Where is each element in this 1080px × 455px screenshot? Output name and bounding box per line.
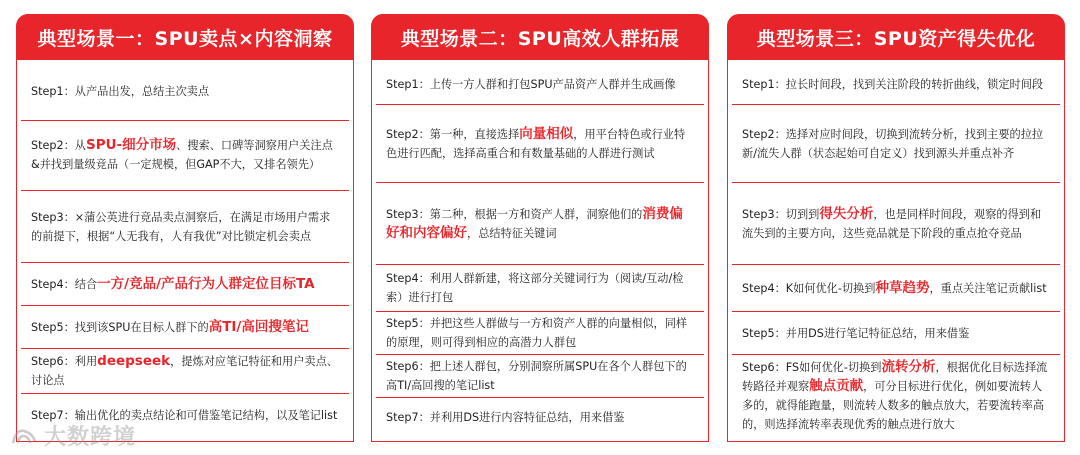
step-segment: Step3：×蒲公英进行竞品卖点洞察后，在满足市场用户需求的前提下，根据“人无我有，人有我优”对比锁定机会卖点: [31, 210, 331, 243]
step-text: [386, 75, 676, 94]
step-segment: ，提炼对应笔记特征和用户卖点、讨论点: [31, 355, 338, 388]
steps-list-1: [16, 60, 354, 442]
step-segment: Step6：利用: [31, 355, 98, 369]
step-item: [376, 183, 704, 265]
step-item: [732, 355, 1060, 437]
step-item: [21, 263, 349, 306]
watermark-text: 大数跨境: [44, 425, 137, 450]
step-segment: Step4：K如何优化-切换到: [742, 281, 876, 295]
step-text: [742, 358, 1050, 434]
logo-icon: [10, 425, 38, 447]
step-highlight: 一方/竞品/产品行为人群定位目标TA: [97, 275, 315, 292]
step-segment: Step1：从产品出发，总结主次卖点: [31, 85, 210, 99]
step-item: [376, 265, 704, 312]
step-item: [376, 64, 704, 105]
step-item: [21, 306, 349, 349]
step-text: [742, 205, 1050, 243]
step-highlight: 触点贡献: [809, 377, 864, 394]
step-segment: Step2：第一种，直接选择: [386, 127, 520, 141]
steps-list-3: [727, 60, 1065, 442]
step-text: [31, 318, 309, 337]
watermark: [10, 420, 136, 451]
step-text: [386, 269, 694, 307]
step-segment: Step4：结合: [31, 277, 98, 291]
step-highlight: 向量相似: [519, 125, 574, 142]
scenario-column-1: [16, 14, 354, 442]
step-segment: Step4：利用人群新建，将这部分关键词行为（阅读/互动/检索）进行打包: [386, 272, 684, 305]
step-item: [732, 105, 1060, 183]
step-text: [742, 279, 1047, 298]
step-item: [732, 265, 1060, 312]
step-item: [732, 64, 1060, 105]
scenario-column-3: [727, 14, 1065, 442]
step-text: [31, 136, 339, 174]
step-item: [21, 191, 349, 263]
step-segment: ，也是同样时间段，观察的得到和流失到的主要方向，这些竞品就是下阶段的重点抢夺竞品: [742, 207, 1042, 240]
step-item: [376, 398, 704, 437]
step-text: [742, 75, 1043, 94]
step-text: [386, 205, 694, 243]
step-item: [732, 312, 1060, 355]
step-highlight: 消费偏好和内容偏好: [386, 205, 683, 241]
step-segment: Step5：并用DS进行笔记特征总结，用来借鉴: [742, 326, 970, 340]
step-text: [31, 82, 209, 101]
step-text: [742, 324, 969, 343]
step-item: [376, 105, 704, 183]
scenario-title-3: 典型场景三：SPU资产得失优化: [727, 14, 1065, 60]
step-item: [376, 312, 704, 355]
step-segment: Step6：FS如何优化-切换到: [742, 360, 882, 374]
step-segment: Step1：上传一方人群和打包SPU产品资产人群并生成画像: [386, 77, 676, 91]
step-highlight: 流转分析: [881, 358, 936, 375]
step-item: [21, 121, 349, 191]
step-segment: Step3：第二种，根据一方和资产人群，洞察他们的: [386, 207, 643, 221]
step-highlight: SPU-细分市场: [85, 137, 177, 154]
step-item: [732, 183, 1060, 265]
steps-list-2: [371, 60, 709, 442]
step-segment: 、搜索、口碑等洞察用户关注点&并找到量级竞品（一定规模，但GAP不大，又排名领先）: [31, 139, 333, 172]
step-segment: Step2：选择对应时间段，切换到流转分析，找到主要的拉拉新/流失人群（状态起始可自定义）找到源头并重点补齐: [742, 127, 1044, 160]
step-segment: ，总结特征关键词: [467, 226, 557, 240]
step-segment: ，重点关注笔记贡献list: [929, 281, 1047, 295]
step-segment: Step7：并利用DS进行内容特征总结，用来借鉴: [386, 410, 625, 424]
step-text: [742, 125, 1050, 163]
step-text: [386, 357, 694, 395]
step-segment: Step7：输出优化的卖点结论和可借鉴笔记结构，以及笔记list: [31, 409, 338, 423]
step-text: [31, 275, 315, 294]
step-item: [21, 349, 349, 394]
step-highlight: deepseek: [97, 353, 171, 370]
step-segment: Step1：拉长时间段，找到关注阶段的转折曲线，锁定时间段: [742, 77, 1044, 91]
step-segment: Step5：并把这些人群做与一方和资产人群的向量相似，同样的原理，则可得到相应的高潜力人群包: [386, 317, 688, 349]
step-segment: Step2：从: [31, 139, 86, 153]
scenario-column-2: [371, 14, 709, 442]
step-segment: ，用平台特色或行业特色进行匹配，选择高重合和有数量基础的人群进行测试: [386, 127, 686, 160]
step-text: [31, 208, 339, 246]
step-text: [386, 314, 694, 352]
step-item: [376, 355, 704, 398]
step-highlight: 得失分析: [819, 205, 874, 222]
step-text: [386, 125, 694, 163]
step-segment: Step6：把上述人群包，分别洞察所属SPU在各个人群包下的高TI/高回搜的笔记list: [386, 359, 687, 392]
scenario-title-2: 典型场景二：SPU高效人群拓展: [371, 14, 709, 60]
step-highlight: 种草趋势: [875, 279, 930, 296]
step-text: [31, 352, 339, 390]
step-segment: ，可分目标进行优化，例如要流转人多的，就得能跑量，则流转人数多的触点放大，若要流转率高的，则选择流转率表现优秀的触点进行放大: [742, 379, 1045, 431]
scenario-title-1: 典型场景一：SPU卖点×内容洞察: [16, 14, 354, 60]
step-segment: Step3：切到到: [742, 207, 820, 221]
step-segment: ，根据优化目标选择流转路径并观察: [742, 360, 1048, 393]
step-highlight: 高TI/高回搜笔记: [208, 318, 309, 335]
step-text: [386, 408, 625, 427]
step-segment: Step5：找到该SPU在目标人群下的: [31, 320, 209, 334]
step-item: [21, 64, 349, 121]
